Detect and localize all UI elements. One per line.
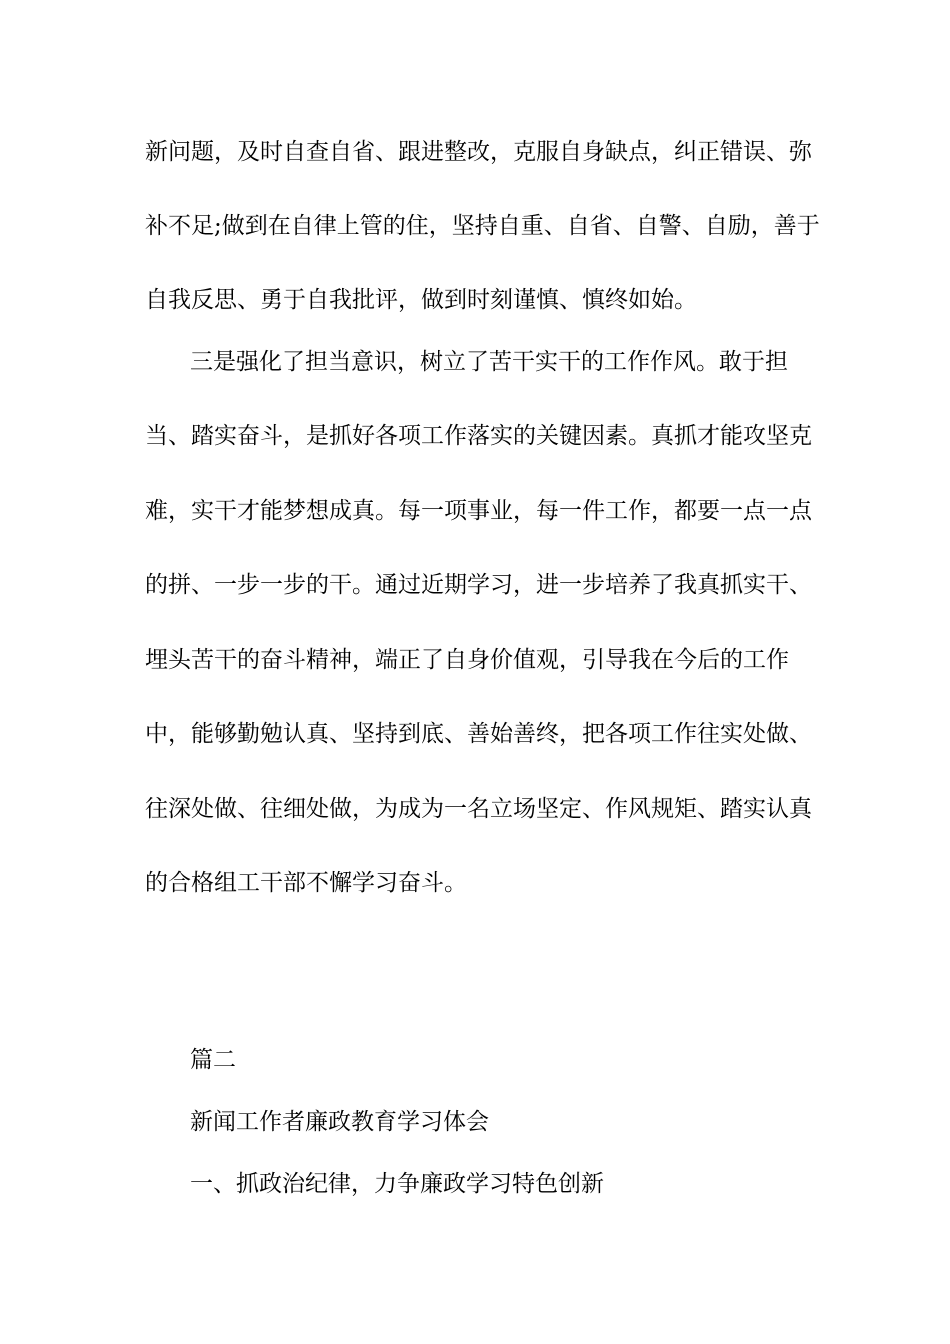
text-line: 的合格组工干部不懈学习奋斗。: [145, 870, 467, 896]
text-line: 的拼、一步一步的干。通过近期学习，进一步培养了我真抓实干、: [145, 572, 812, 598]
text-line: 新问题，及时自查自省、跟进整改，克服自身缺点，纠正错误、弥: [145, 139, 812, 165]
text-line: 当、踏实奋斗，是抓好各项工作落实的关键因素。真抓才能攻坚克: [145, 423, 812, 449]
text-line: 埋头苦干的奋斗精神，端正了自身价值观，引导我在今后的工作: [145, 647, 789, 673]
article-title: 新闻工作者廉政教育学习体会: [190, 1109, 489, 1135]
section-label: 篇二: [190, 1047, 236, 1073]
section-heading: 一、抓政治纪律，力争廉政学习特色创新: [190, 1171, 604, 1197]
text-line: 往深处做、往细处做，为成为一名立场坚定、作风规矩、踏实认真: [145, 796, 812, 822]
text-line: 三是强化了担当意识，树立了苦干实干的工作作风。敢于担: [190, 349, 788, 375]
text-line: 难，实干才能梦想成真。每一项事业，每一件工作，都要一点一点: [145, 498, 812, 524]
text-line: 中，能够勤勉认真、坚持到底、善始善终，把各项工作往实处做、: [145, 721, 812, 747]
text-line: 补不足;做到在自律上管的住，坚持自重、自省、自警、自励，善于: [145, 213, 820, 239]
text-line: 自我反思、勇于自我批评，做到时刻谨慎、慎终如始。: [145, 287, 697, 313]
